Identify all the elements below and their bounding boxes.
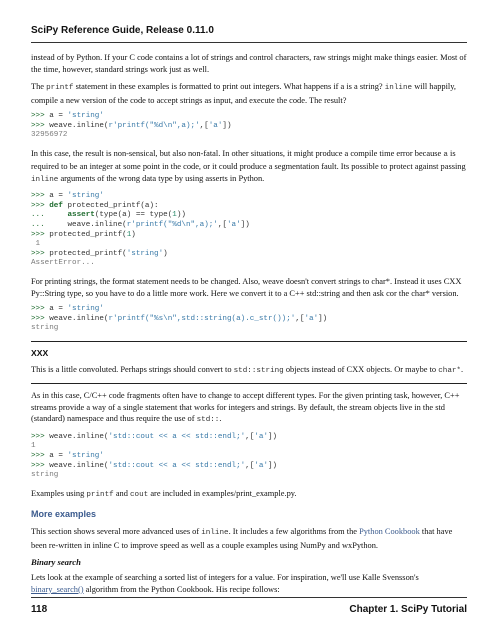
code-output: 1 [31, 442, 36, 451]
code-string: 'a' [304, 314, 319, 323]
code-text: protected_printf( [44, 249, 127, 258]
paragraph-asserts [31, 148, 467, 187]
code-text: ,[ [217, 221, 227, 230]
code-block-cout [31, 433, 467, 481]
page-content [31, 52, 467, 601]
text: is required to be an integer at some point in the code, or it could produce a segmentation fault. Its possible to protect against passing [31, 148, 466, 172]
code-string: 'a' [208, 121, 223, 130]
prompt: >>> [31, 192, 45, 201]
section-heading-more-examples: More examples [31, 509, 97, 520]
admonition-bottom-rule [31, 383, 467, 384]
code-text: weave.inline( [44, 461, 109, 470]
running-header: SciPy Reference Guide, Release 0.11.0 [31, 25, 214, 36]
text: Lets look at the example of searching a sorted list of integers for a value. For inspiration, we'll use Kalle Svensson's [31, 573, 419, 583]
prompt: >>> [31, 249, 45, 258]
admonition-text [31, 364, 467, 378]
code-text: ) [163, 249, 168, 258]
text: . [461, 364, 464, 374]
inline-code: printf [86, 490, 114, 499]
inline-code: inline [201, 529, 229, 538]
prompt: >>> [31, 201, 45, 210]
text: arguments of the wrong data type by using asserts in Python. [58, 173, 265, 183]
text: statement in these examples is formatted to print out integers. What happens if a is a string? [73, 82, 385, 91]
inline-code: char* [438, 366, 461, 375]
text: algorithm from the Python Cookbook. His recipe follows: [83, 584, 280, 594]
code-text: a = [44, 452, 68, 460]
footer-rule [31, 597, 467, 598]
code-text: ,[ [199, 121, 209, 130]
paragraph-char-star: For printing strings, the format statement needs to be changed. Also, weave doesn't convert strings to char*. Instead it uses CXX Py::String type, so you have to do a little more work. Here we convert it to a C++ std::string and then ask cor the char* version. [31, 277, 462, 298]
code-block-std-string [31, 305, 467, 334]
code-block-printf-string [31, 112, 467, 141]
code-text: a = [44, 192, 68, 201]
paragraph-cpp-streams [31, 390, 467, 427]
text: are included in examples/print_example.py. [148, 488, 297, 498]
code-string: r'printf("%d\n",a);' [126, 221, 218, 230]
section-heading-binary-search: Binary search [31, 557, 81, 568]
code-text: weave.inline( [44, 432, 109, 441]
code-output: string [31, 471, 59, 480]
code-number: 1 [172, 211, 177, 220]
text: As in this case, C/C++ code fragments often have to change to accept different types. For the given printing task, however, C++ streams provide a way of a single statement that works for integers and strings. By default, the stream objects live in the std (standard) namespace and thus require the use of [31, 391, 460, 424]
code-string: 'a' [254, 432, 268, 441]
code-text: weave.inline( [67, 221, 127, 230]
inline-code: cout [130, 490, 149, 499]
text: This section shows several more advanced uses of [31, 527, 202, 537]
code-text: ]) [240, 221, 250, 230]
code-number: 1 [126, 230, 132, 239]
code-text: weave.inline( [44, 121, 109, 130]
admonition-heading: XXX [31, 347, 49, 358]
code-text: ,[ [245, 461, 255, 470]
paragraph-raw-strings: instead of by Python. If your C code contains a lot of strings and control characters, raw strings might make things easier. Most of the time, however, standard strings work just as well. [31, 53, 467, 74]
code-output: string [31, 324, 59, 333]
prompt: >>> [31, 432, 45, 441]
code-text: (type(a) == type( [94, 211, 173, 220]
code-text: protected_printf(a): [62, 201, 159, 210]
code-text: ) [131, 230, 136, 239]
code-text: ]) [268, 432, 278, 441]
binary-search-link[interactable]: binary_search() [31, 584, 84, 594]
inline-code: std:: [196, 416, 220, 425]
text: objects instead of CXX objects. Or maybe to [283, 364, 439, 374]
code-text: ]) [268, 461, 278, 470]
code-string: 'std::cout << a << std::endl;' [108, 461, 246, 470]
prompt: >>> [31, 461, 45, 470]
prompt: >>> [31, 452, 45, 460]
chapter-title: Chapter 1. SciPy Tutorial [349, 604, 467, 615]
code-string: 'string' [67, 452, 104, 460]
text: that have been re-written in inline C to improve speed as well as a couple examples using NumPy and wxPython. [31, 527, 453, 550]
python-cookbook-link[interactable]: Python Cookbook [359, 527, 420, 537]
text: will happily, compile a new version of the code to accept strings as input, and execute the code. The result? [31, 82, 456, 105]
paragraph-binary-search [31, 572, 467, 595]
code-output: AssertError... [31, 259, 95, 268]
prompt: >>> [31, 112, 45, 120]
prompt-continuation: ... [31, 211, 45, 220]
text: This is a little convoluted. Perhaps strings should convert to [31, 364, 234, 374]
prompt: >>> [31, 314, 45, 323]
code-block-protected-printf [31, 192, 467, 269]
code-output: 32956972 [31, 131, 68, 140]
code-text: ,[ [245, 432, 255, 441]
code-text: protected_printf( [44, 230, 127, 239]
code-text: a = [44, 112, 68, 120]
paragraph-more-examples [31, 526, 467, 551]
paragraph-printf-strings [31, 81, 467, 106]
code-keyword: def [49, 201, 63, 210]
text: Examples using [31, 488, 87, 498]
inline-code: std::string [233, 366, 284, 375]
inline-code: inline [31, 175, 59, 184]
inline-code: a [443, 150, 448, 159]
text: The [31, 82, 47, 91]
page-number: 118 [31, 604, 48, 615]
code-string: 'a' [254, 461, 268, 470]
code-string: 'string' [67, 112, 104, 120]
code-text: ]) [318, 314, 328, 323]
code-string: 'std::cout << a << std::endl;' [108, 432, 246, 441]
admonition-top-rule [31, 341, 467, 342]
text: and [113, 488, 130, 498]
code-string: r'printf("%d\n",a);' [108, 121, 200, 130]
inline-code: printf [46, 84, 74, 92]
code-string: 'string' [67, 305, 104, 314]
code-string: 'string' [126, 249, 164, 258]
code-text: )) [176, 211, 186, 220]
code-text: ,[ [295, 314, 305, 323]
prompt: >>> [31, 305, 45, 314]
code-output: 1 [31, 240, 41, 249]
code-string: 'string' [67, 192, 104, 201]
header-rule [31, 42, 467, 43]
prompt: >>> [31, 230, 45, 239]
code-text: ]) [222, 121, 232, 130]
paragraph-examples-file [31, 488, 467, 502]
text: In this case, the result is non-sensical, but also non-fatal. In other situations, it might produce a compile time error because [31, 148, 444, 158]
code-text: weave.inline( [44, 314, 109, 323]
inline-code: inline [384, 84, 413, 92]
code-keyword: assert [67, 211, 95, 220]
code-string: r'printf("%s\n",std::string(a).c_str());' [108, 314, 296, 323]
code-string: 'a' [226, 221, 241, 230]
code-text: a = [44, 305, 68, 314]
prompt-continuation: ... [31, 221, 45, 230]
prompt: >>> [31, 121, 45, 130]
text: . [219, 414, 222, 424]
text: . It includes a few algorithms from the [228, 527, 360, 537]
